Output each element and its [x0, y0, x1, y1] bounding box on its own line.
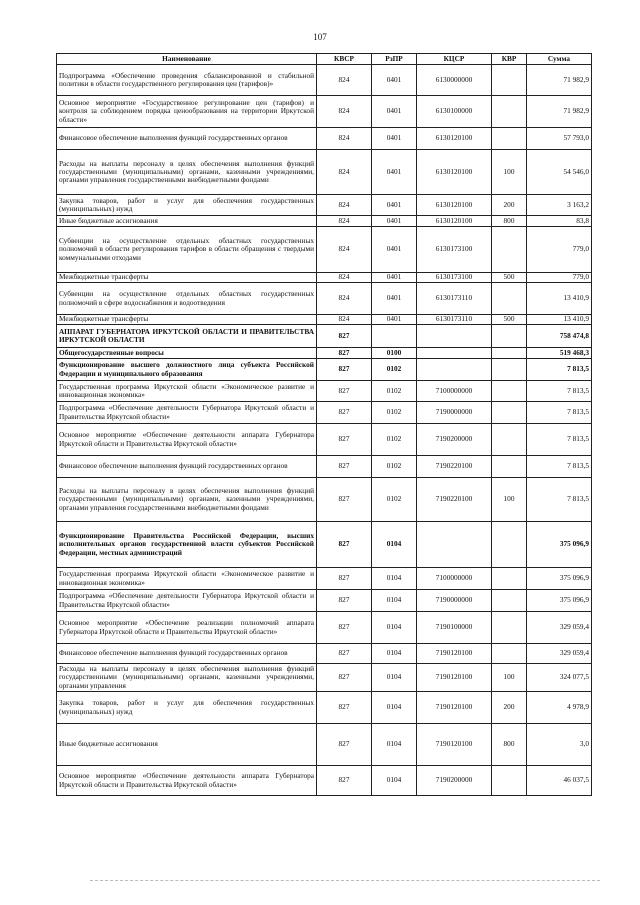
- cell-kcsr: 6130120100: [417, 128, 492, 150]
- cell-kvsr: 827: [317, 766, 372, 796]
- cell-kcsr: 6130120100: [417, 195, 492, 216]
- cell-kcsr: 6130173110: [417, 315, 492, 325]
- cell-kvr: 100: [492, 150, 527, 195]
- table-row: [57, 128, 592, 150]
- cell-rzpr: 0401: [372, 283, 417, 315]
- table-row: [57, 195, 592, 216]
- cell-sum: 7 813,5: [527, 478, 592, 522]
- cell-kcsr: 7190000000: [417, 590, 492, 612]
- header-rzpr: РзПР: [372, 54, 417, 65]
- cell-name: АППАРАТ ГУБЕРНАТОРА ИРКУТСКОЙ ОБЛАСТИ И ПРАВИТЕЛЬСТВА ИРКУТСКОЙ ОБЛАСТИ: [57, 325, 317, 348]
- cell-rzpr: 0100: [372, 348, 417, 359]
- cell-kvsr: 827: [317, 590, 372, 612]
- cell-sum: 46 037,5: [527, 766, 592, 796]
- footer-line: [90, 880, 600, 881]
- table-row: [57, 664, 592, 692]
- cell-rzpr: 0401: [372, 65, 417, 96]
- cell-kvr: 200: [492, 195, 527, 216]
- table-row: [57, 644, 592, 664]
- table-row: [57, 424, 592, 456]
- cell-kvsr: 827: [317, 348, 372, 359]
- cell-kvsr: 824: [317, 227, 372, 273]
- header-kvsr: КВСР: [317, 54, 372, 65]
- cell-kcsr: 6130120100: [417, 150, 492, 195]
- cell-name: Основное мероприятие «Государственное регулирование цен (тарифов) и контроля за соблюдением порядка ценообразования на территории Иркутской области»: [57, 96, 317, 128]
- cell-name: Иные бюджетные ассигнования: [57, 216, 317, 227]
- cell-kvr: 100: [492, 664, 527, 692]
- cell-kvr: [492, 96, 527, 128]
- cell-rzpr: 0104: [372, 692, 417, 724]
- cell-sum: 71 982,9: [527, 96, 592, 128]
- cell-rzpr: 0401: [372, 195, 417, 216]
- cell-kvr: [492, 612, 527, 644]
- cell-kvr: [492, 348, 527, 359]
- cell-kvr: 800: [492, 724, 527, 766]
- cell-kvsr: 827: [317, 692, 372, 724]
- cell-sum: 375 096,9: [527, 590, 592, 612]
- cell-rzpr: 0104: [372, 522, 417, 568]
- cell-kcsr: 6130173110: [417, 283, 492, 315]
- table-row: [57, 65, 592, 96]
- cell-rzpr: [372, 325, 417, 348]
- table-row: [57, 568, 592, 590]
- cell-name: Субвенции на осуществление отдельных областных государственных полномочий в сфере водоснабжения и водоотведения: [57, 283, 317, 315]
- cell-sum: 57 793,0: [527, 128, 592, 150]
- cell-kvr: [492, 227, 527, 273]
- cell-name: Государственная программа Иркутской области «Экономическое развитие и инновационная экономика»: [57, 381, 317, 402]
- cell-kcsr: 7190120100: [417, 692, 492, 724]
- cell-kcsr: 6130173100: [417, 273, 492, 283]
- cell-kvr: 100: [492, 478, 527, 522]
- cell-sum: 7 813,5: [527, 456, 592, 478]
- cell-kcsr: 6130000000: [417, 65, 492, 96]
- cell-kcsr: [417, 348, 492, 359]
- cell-kvr: [492, 65, 527, 96]
- cell-kcsr: 7190120100: [417, 724, 492, 766]
- table-row: [57, 478, 592, 522]
- cell-rzpr: 0102: [372, 381, 417, 402]
- cell-kcsr: 7100000000: [417, 381, 492, 402]
- table-row: [57, 766, 592, 796]
- cell-kvsr: 827: [317, 424, 372, 456]
- header-name: Наименование: [57, 54, 317, 65]
- cell-rzpr: 0401: [372, 273, 417, 283]
- cell-kvr: [492, 522, 527, 568]
- cell-kcsr: 7190200000: [417, 766, 492, 796]
- cell-sum: 324 077,5: [527, 664, 592, 692]
- cell-kcsr: 7190220100: [417, 456, 492, 478]
- table-row: [57, 724, 592, 766]
- table-row: [57, 359, 592, 381]
- cell-rzpr: 0102: [372, 424, 417, 456]
- cell-name: Функционирование Правительства Российской Федерации, высших исполнительных органов государственной власти субъектов Российской Федерации, местных администраций: [57, 522, 317, 568]
- table-row: [57, 692, 592, 724]
- cell-name: Финансовое обеспечение выполнения функций государственных органов: [57, 644, 317, 664]
- cell-rzpr: 0401: [372, 227, 417, 273]
- cell-kvsr: 824: [317, 315, 372, 325]
- cell-name: Государственная программа Иркутской области «Экономическое развитие и инновационная экономика»: [57, 568, 317, 590]
- cell-rzpr: 0104: [372, 766, 417, 796]
- cell-kvr: [492, 424, 527, 456]
- cell-kvsr: 827: [317, 325, 372, 348]
- cell-kvsr: 827: [317, 359, 372, 381]
- cell-rzpr: 0104: [372, 612, 417, 644]
- table-row: [57, 612, 592, 644]
- cell-name: Расходы на выплаты персоналу в целях обеспечения выполнения функций государственными (муниципальными) органами, казенными учреждениями, органами управления государственными внебюджетными фондами: [57, 150, 317, 195]
- cell-sum: 83,8: [527, 216, 592, 227]
- cell-rzpr: 0104: [372, 724, 417, 766]
- cell-name: Подпрограмма «Обеспечение деятельности Губернатора Иркутской области и Правительства Иркутской области»: [57, 590, 317, 612]
- cell-kcsr: [417, 325, 492, 348]
- cell-kvr: [492, 381, 527, 402]
- table-row: [57, 381, 592, 402]
- cell-kcsr: 7190220100: [417, 478, 492, 522]
- cell-kcsr: 7190200000: [417, 424, 492, 456]
- cell-rzpr: 0104: [372, 568, 417, 590]
- cell-kvr: [492, 359, 527, 381]
- cell-kvr: [492, 128, 527, 150]
- cell-kcsr: 7190100000: [417, 612, 492, 644]
- cell-name: Основное мероприятие «Обеспечение реализации полномочий аппарата Губернатора Иркутской области и Правительства Иркутской области»: [57, 612, 317, 644]
- cell-sum: 3,0: [527, 724, 592, 766]
- cell-rzpr: 0104: [372, 664, 417, 692]
- header-row: [57, 54, 592, 65]
- table-row: [57, 522, 592, 568]
- cell-sum: 758 474,8: [527, 325, 592, 348]
- cell-kvr: [492, 283, 527, 315]
- cell-rzpr: 0102: [372, 456, 417, 478]
- table-row: [57, 348, 592, 359]
- cell-sum: 7 813,5: [527, 381, 592, 402]
- cell-name: Расходы на выплаты персоналу в целях обеспечения выполнения функций государственными (муниципальными) органами, казенными учреждениями, органами управления: [57, 664, 317, 692]
- cell-name: Межбюджетные трансферты: [57, 273, 317, 283]
- header-kvr: КВР: [492, 54, 527, 65]
- cell-name: Межбюджетные трансферты: [57, 315, 317, 325]
- cell-name: Финансовое обеспечение выполнения функций государственных органов: [57, 128, 317, 150]
- cell-kcsr: 7190000000: [417, 402, 492, 424]
- cell-kvsr: 827: [317, 724, 372, 766]
- cell-kvsr: 824: [317, 273, 372, 283]
- cell-sum: 329 059,4: [527, 644, 592, 664]
- cell-name: Основное мероприятие «Обеспечение деятельности аппарата Губернатора Иркутской области и Правительства Иркутской области»: [57, 424, 317, 456]
- cell-kvr: 500: [492, 315, 527, 325]
- header-kcsr: КЦСР: [417, 54, 492, 65]
- budget-table: [56, 53, 592, 796]
- cell-sum: 7 813,5: [527, 424, 592, 456]
- cell-kvsr: 827: [317, 522, 372, 568]
- cell-kcsr: [417, 522, 492, 568]
- cell-sum: 7 813,5: [527, 402, 592, 424]
- cell-kvsr: 824: [317, 150, 372, 195]
- table-row: [57, 283, 592, 315]
- cell-kvr: [492, 456, 527, 478]
- cell-kvr: 200: [492, 692, 527, 724]
- table-row: [57, 216, 592, 227]
- cell-kvsr: 827: [317, 644, 372, 664]
- cell-kvsr: 824: [317, 65, 372, 96]
- cell-kvsr: 824: [317, 283, 372, 315]
- cell-kvsr: 827: [317, 456, 372, 478]
- cell-kcsr: 7100000000: [417, 568, 492, 590]
- table-row: [57, 96, 592, 128]
- cell-sum: 329 059,4: [527, 612, 592, 644]
- cell-rzpr: 0104: [372, 644, 417, 664]
- cell-sum: 7 813,5: [527, 359, 592, 381]
- cell-sum: 3 163,2: [527, 195, 592, 216]
- cell-rzpr: 0102: [372, 478, 417, 522]
- cell-name: Общегосударственные вопросы: [57, 348, 317, 359]
- cell-name: Закупка товаров, работ и услуг для обеспечения государственных (муниципальных) нужд: [57, 195, 317, 216]
- table-row: [57, 325, 592, 348]
- cell-kvr: 800: [492, 216, 527, 227]
- page-number: 107: [313, 32, 327, 42]
- cell-rzpr: 0401: [372, 150, 417, 195]
- cell-kcsr: [417, 359, 492, 381]
- cell-name: Финансовое обеспечение выполнения функций государственных органов: [57, 456, 317, 478]
- cell-sum: 779,0: [527, 227, 592, 273]
- cell-kvr: [492, 402, 527, 424]
- cell-kvsr: 824: [317, 216, 372, 227]
- cell-rzpr: 0401: [372, 128, 417, 150]
- table-row: [57, 402, 592, 424]
- table-row: [57, 315, 592, 325]
- cell-kcsr: 6130173100: [417, 227, 492, 273]
- table-row: [57, 456, 592, 478]
- cell-name: Субвенции на осуществление отдельных областных государственных полномочий в области регулирования тарифов в области обращения с твердыми коммунальными отходами: [57, 227, 317, 273]
- cell-sum: 13 410,9: [527, 315, 592, 325]
- cell-kvsr: 827: [317, 664, 372, 692]
- cell-kvr: [492, 644, 527, 664]
- cell-kvsr: 827: [317, 568, 372, 590]
- cell-kvsr: 824: [317, 195, 372, 216]
- table-row: [57, 590, 592, 612]
- cell-kcsr: 7190120100: [417, 644, 492, 664]
- cell-sum: 779,0: [527, 273, 592, 283]
- cell-kvsr: 824: [317, 128, 372, 150]
- cell-kvsr: 827: [317, 478, 372, 522]
- cell-kvr: [492, 766, 527, 796]
- cell-name: Подпрограмма «Обеспечение деятельности Губернатора Иркутской области и Правительства Иркутской области»: [57, 402, 317, 424]
- cell-kvsr: 827: [317, 381, 372, 402]
- cell-kcsr: 6130100000: [417, 96, 492, 128]
- table-row: [57, 273, 592, 283]
- cell-name: Иные бюджетные ассигнования: [57, 724, 317, 766]
- cell-rzpr: 0401: [372, 216, 417, 227]
- cell-rzpr: 0104: [372, 590, 417, 612]
- cell-name: Подпрограмма «Обеспечение проведения сбалансированной и стабильной политики в области государственного регулирования цен (тарифов)»: [57, 65, 317, 96]
- cell-rzpr: 0102: [372, 402, 417, 424]
- cell-name: Расходы на выплаты персоналу в целях обеспечения выполнения функций государственными (муниципальными) органами, казенными учреждениями, органами управления государственными внебюджетными фондами: [57, 478, 317, 522]
- cell-kvsr: 827: [317, 612, 372, 644]
- cell-sum: 13 410,9: [527, 283, 592, 315]
- table-row: [57, 227, 592, 273]
- cell-sum: 519 468,3: [527, 348, 592, 359]
- cell-name: Функционирование высшего должностного лица субъекта Российской Федерации и муниципального образования: [57, 359, 317, 381]
- cell-rzpr: 0401: [372, 315, 417, 325]
- cell-kvr: 500: [492, 273, 527, 283]
- cell-sum: 71 982,9: [527, 65, 592, 96]
- cell-kcsr: 7190120100: [417, 664, 492, 692]
- cell-rzpr: 0102: [372, 359, 417, 381]
- table-row: [57, 150, 592, 195]
- header-sum: Сумма: [527, 54, 592, 65]
- cell-kvr: [492, 568, 527, 590]
- cell-kvr: [492, 590, 527, 612]
- cell-name: Закупка товаров, работ и услуг для обеспечения государственных (муниципальных) нужд: [57, 692, 317, 724]
- cell-rzpr: 0401: [372, 96, 417, 128]
- cell-kcsr: 6130120100: [417, 216, 492, 227]
- cell-kvsr: 824: [317, 96, 372, 128]
- cell-kvsr: 827: [317, 402, 372, 424]
- cell-name: Основное мероприятие «Обеспечение деятельности аппарата Губернатора Иркутской области и Правительства Иркутской области»: [57, 766, 317, 796]
- cell-sum: 375 096,9: [527, 568, 592, 590]
- cell-sum: 375 096,9: [527, 522, 592, 568]
- cell-kvr: [492, 325, 527, 348]
- cell-sum: 54 546,0: [527, 150, 592, 195]
- cell-sum: 4 978,9: [527, 692, 592, 724]
